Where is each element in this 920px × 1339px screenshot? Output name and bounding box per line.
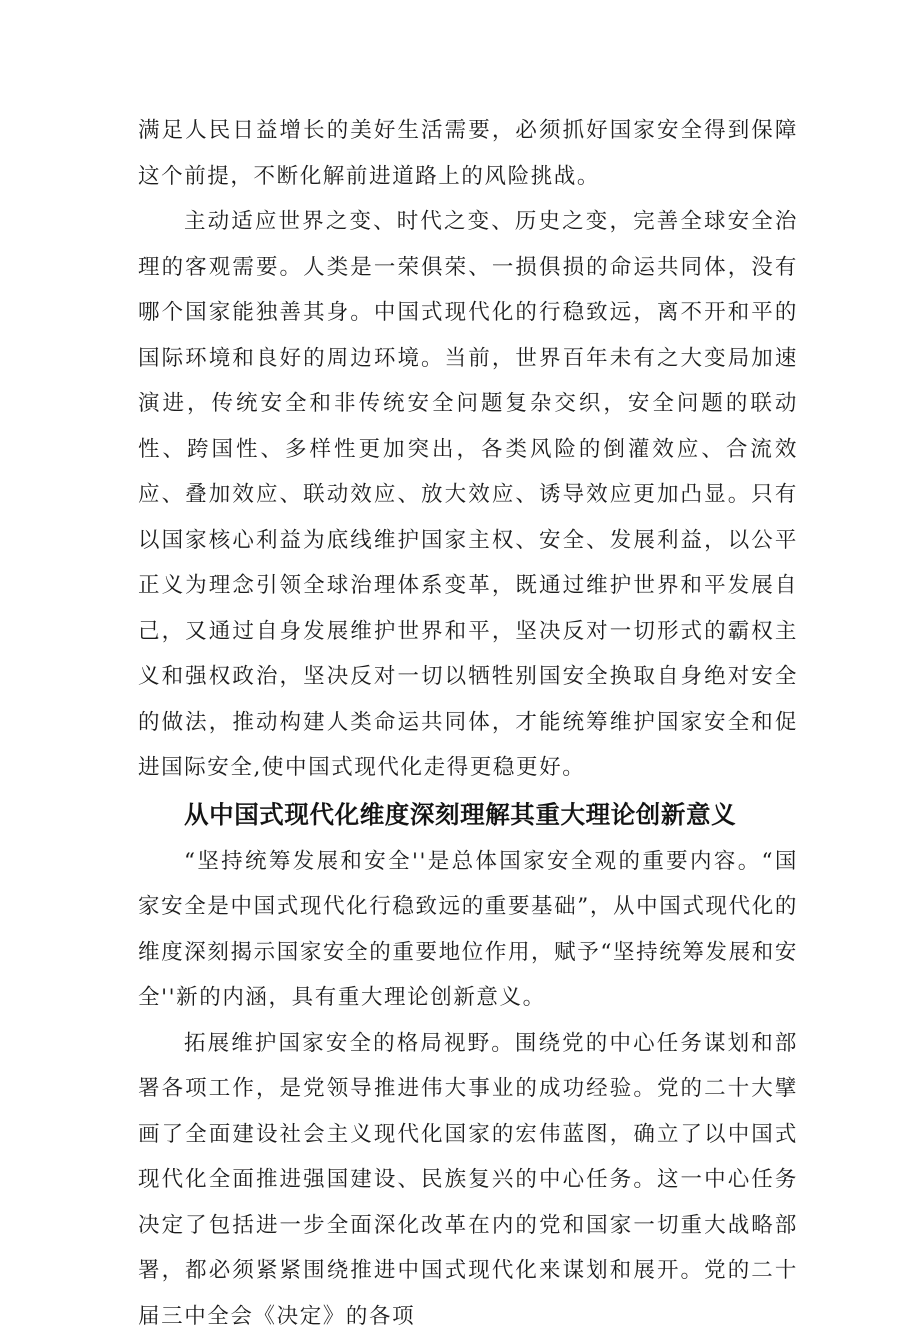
paragraph-2: 主动适应世界之变、时代之变、历史之变，完善全球安全治理的客观需要。人类是一荣俱荣、一损俱损的命运共同体，没有哪个国家能独善其身。中国式现代化的行稳致远，离不开和平的国际环境和良好的周边环境。当前，世界百年未有之大变局加速演进，传统安全和非传统安全问题复杂交织，安全问题的联动性、跨国性、多样性更加突出，各类风险的倒灌效应、合流效应、叠加效应、联动效应、放大效应、诱导效应更加凸显。只有以国家核心利益为底线维护国家主权、安全、发展利益，以公平正义为理念引领全球治理体系变革，既通过维护世界和平发展自己，又通过自身发展维护世界和平，坚决反对一切形式的霸权主义和强权政治，坚决反对一切以牺牲别国安全换取自身绝对安全的做法，推动构建人类命运共同体，才能统筹维护国家安全和促进国际安全,使中国式现代化走得更稳更好。 (138, 199, 798, 791)
section-heading: 从中国式现代化维度深刻理解其重大理论创新意义 (138, 791, 798, 839)
paragraph-4: 拓展维护国家安全的格局视野。围绕党的中心任务谋划和部署各项工作，是党领导推进伟大事业的成功经验。党的二十大擘画了全面建设社会主义现代化国家的宏伟蓝图，确立了以中国式现代化全面推进强国建设、民族复兴的中心任务。这一中心任务决定了包括进一步全面深化改革在内的党和国家一切重大战略部署，都必须紧紧围绕推进中国式现代化来谋划和展开。党的二十届三中全会《决定》的各项 (138, 1021, 798, 1339)
document-page (138, 108, 798, 1339)
paragraph-3: “坚持统筹发展和安全''是总体国家安全观的重要内容。“国家安全是中国式现代化行稳致远的重要基础”，从中国式现代化的维度深刻揭示国家安全的重要地位作用，赋予“坚持统筹发展和安全''新的内涵，具有重大理论创新意义。 (138, 839, 798, 1021)
paragraph-1: 满足人民日益增长的美好生活需要，必须抓好国家安全得到保障这个前提，不断化解前进道路上的风险挑战。 (138, 108, 798, 199)
